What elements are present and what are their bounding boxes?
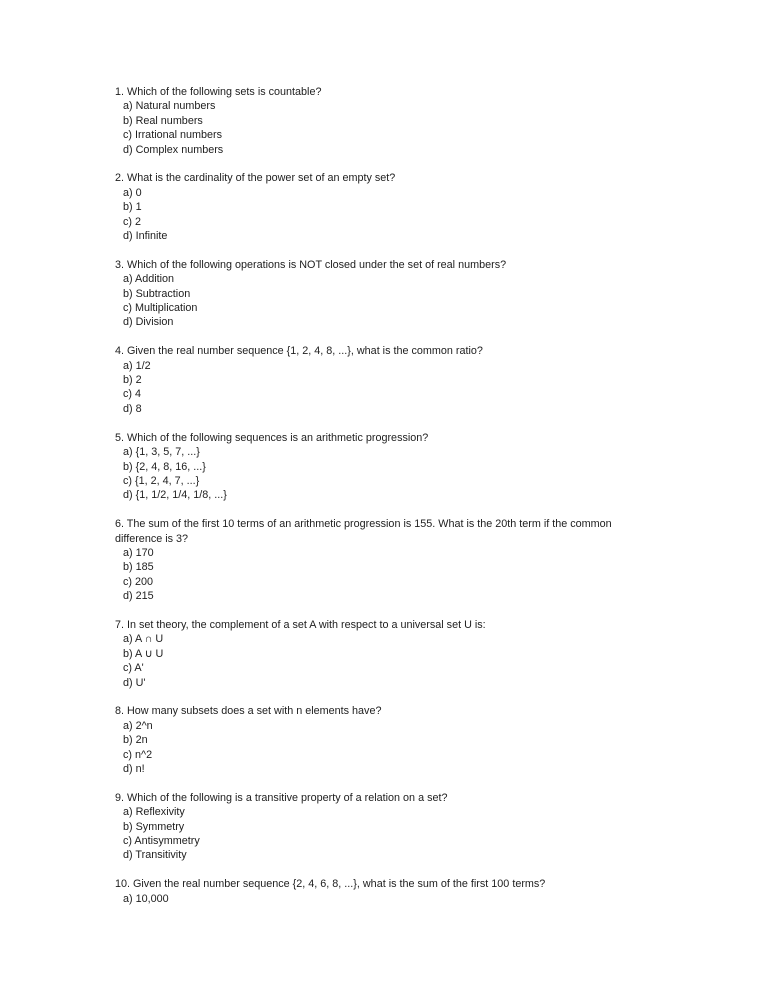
question-block [115, 344, 629, 416]
question-option: c) 200 [123, 575, 154, 588]
question-prompt: 4. Given the real number sequence {1, 2, 4, 8, ...}, what is the common ratio? [115, 345, 483, 358]
question-block [115, 704, 629, 776]
question-option: c) A' [123, 662, 144, 675]
question-option: a) Reflexivity [123, 806, 185, 819]
question-list [115, 85, 629, 920]
question-prompt: 9. Which of the following is a transitive property of a relation on a set? [115, 791, 448, 804]
question-option: a) 170 [123, 546, 154, 559]
question-prompt: 2. What is the cardinality of the power set of an empty set? [115, 172, 396, 185]
question-block [115, 85, 629, 157]
question-option: b) Subtraction [123, 287, 191, 300]
question-option: a) 1/2 [123, 359, 151, 372]
question-prompt: 7. In set theory, the complement of a set A with respect to a universal set U is: [115, 618, 486, 631]
question-option: b) Symmetry [123, 820, 185, 833]
question-option: d) 215 [123, 590, 154, 603]
question-option: b) 2n [123, 734, 148, 747]
question-prompt: 3. Which of the following operations is NOT closed under the set of real numbers? [115, 258, 507, 271]
question-option: a) Addition [123, 273, 175, 286]
question-option: b) 2 [123, 374, 142, 387]
question-block [115, 618, 629, 690]
question-option: c) Irrational numbers [123, 129, 223, 142]
question-block [115, 517, 629, 603]
question-option: b) 1 [123, 201, 142, 214]
question-option: c) {1, 2, 4, 7, ...} [123, 474, 200, 487]
question-option: b) Real numbers [123, 114, 203, 127]
question-prompt: 6. The sum of the first 10 terms of an arithmetic progression is 155. What is the 20th term if the common difference is 3? [115, 518, 612, 545]
question-option: d) U' [123, 676, 146, 689]
question-option: a) A ∩ U [123, 633, 164, 646]
question-option: a) Natural numbers [123, 100, 216, 113]
question-option: a) 0 [123, 186, 142, 199]
question-option: d) 8 [123, 402, 142, 415]
question-block [115, 171, 629, 243]
question-option: c) Antisymmetry [123, 835, 200, 847]
question-option: a) {1, 3, 5, 7, ...} [123, 446, 200, 459]
question-block [115, 877, 629, 906]
question-option: b) A ∪ U [123, 647, 164, 660]
question-option: c) 2 [123, 215, 141, 228]
question-option: a) 2^n [123, 719, 153, 732]
question-option: c) 4 [123, 388, 141, 401]
question-prompt: 1. Which of the following sets is countable? [115, 86, 322, 98]
question-block [115, 258, 629, 330]
question-option: d) Division [123, 316, 174, 329]
question-option: d) Transitivity [123, 849, 187, 862]
question-block [115, 431, 629, 503]
question-prompt: 5. Which of the following sequences is an arithmetic progression? [115, 431, 429, 444]
question-prompt: 10. Given the real number sequence {2, 4, 6, 8, ...}, what is the sum of the first 100 terms? [115, 878, 546, 891]
question-block [115, 791, 629, 863]
question-option: a) 10,000 [123, 892, 169, 905]
question-option: d) Infinite [123, 230, 168, 243]
question-option: d) {1, 1/2, 1/4, 1/8, ...} [123, 489, 227, 502]
question-option: b) 185 [123, 561, 154, 574]
question-option: b) {2, 4, 8, 16, ...} [123, 460, 206, 473]
question-option: c) n^2 [123, 748, 153, 761]
question-option: d) n! [123, 762, 145, 775]
question-option: d) Complex numbers [123, 143, 224, 156]
question-prompt: 8. How many subsets does a set with n elements have? [115, 705, 382, 718]
question-option: c) Multiplication [123, 302, 198, 315]
